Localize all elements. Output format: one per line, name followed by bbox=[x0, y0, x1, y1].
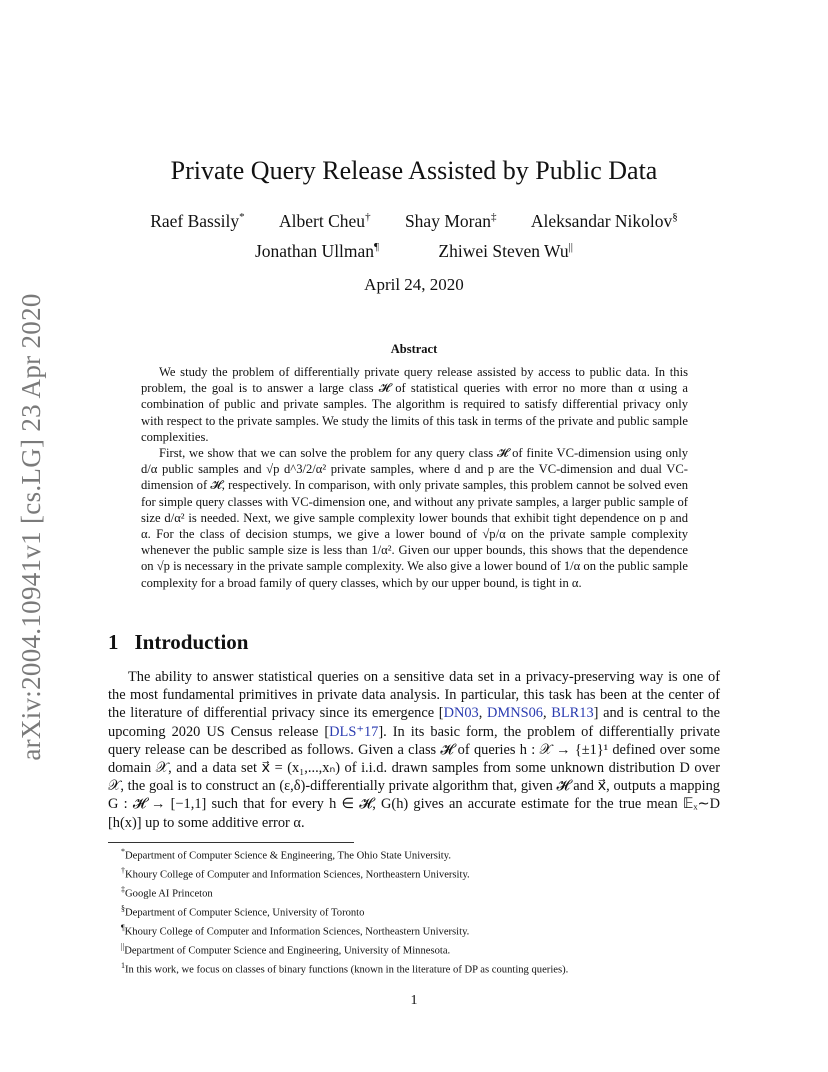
paper-title: Private Query Release Assisted by Public Data bbox=[170, 156, 658, 185]
abstract-body bbox=[141, 364, 688, 591]
author: Aleksandar Nikolov§ bbox=[530, 211, 678, 231]
paper-date: April 24, 2020 bbox=[364, 275, 464, 294]
footnote: †Khoury College of Computer and Information Sciences, Northeastern University. bbox=[121, 865, 470, 881]
page-number: 1 bbox=[410, 993, 418, 1008]
abstract-paragraph: First, we show that we can solve the problem for any query class 𝓗 of finite VC-dimension using only d/α public samples and √p d^3/2/α² private samples, where d and p are the VC-dimension and dual VC-dimension of 𝓗, respectively. In comparison, with only private samples, this problem cannot be solved even for simple query classes with VC-dimension one, and without any private samples, a larger public sample of size d/α² is needed. Next, we give sample complexity lower bounds that exhibit tight dependence on p and α. For the class of decision stumps, we give a lower bound of √p/α on the private sample complexity whenever the public sample size is less than 1/α². Given our upper bounds, this shows that the dependence on √p is necessary in the private sample complexity. We also give a lower bound of 1/α on the public sample complexity for a broad family of query classes, which by our upper bound, is tight in α. bbox=[141, 446, 688, 590]
intro-paragraph: The ability to answer statistical queries on a sensitive data set in a privacy-preserving way is one of the most fundamental primitives in private data analysis. In particular, this task has been at the center of the literature of differential privacy since its emergence [DN03, DMNS06, BLR13] and is central to the upcoming 2020 US Census release [DLS⁺17]. In its basic form, the problem of differentially private query release can be described as follows. Given a class 𝓗 of queries h : 𝒳 → {±1}¹ defined over some domain 𝒳, and a data set x⃗ = (x₁,...,xₙ) of i.i.d. drawn samples from some unknown distribution D over 𝒳, the goal is to construct an (ε,δ)-differentially private algorithm that, given 𝓗 and x⃗, outputs a mapping G : 𝓗 → [−1,1] such that for every h ∈ 𝓗, G(h) gives an accurate estimate for the true mean 𝔼ₓ∼D [h(x)] up to some additive error α. bbox=[108, 669, 721, 831]
citation-link[interactable]: DMNS06 bbox=[487, 705, 543, 722]
footnote-divider bbox=[108, 842, 354, 843]
author: Zhiwei Steven Wu|| bbox=[438, 241, 574, 261]
arxiv-identifier: arXiv:2004.10941v1 [cs.LG] 23 Apr 2020 bbox=[16, 293, 46, 761]
citation-link[interactable]: DLS⁺17 bbox=[329, 723, 379, 740]
author-row-2 bbox=[0, 241, 828, 262]
footnotes bbox=[121, 845, 721, 978]
author-row-1 bbox=[0, 211, 828, 232]
author: Shay Moran‡ bbox=[404, 211, 497, 231]
section-heading bbox=[108, 630, 248, 655]
footnote: ‡Google AI Princeton bbox=[121, 884, 213, 900]
footnote: ¶Khoury College of Computer and Information Sciences, Northeastern University. bbox=[121, 922, 470, 938]
abstract-heading: Abstract bbox=[390, 342, 438, 356]
footnote: ||Department of Computer Science and Engineering, University of Minnesota. bbox=[121, 941, 451, 957]
introduction-body bbox=[108, 668, 720, 832]
citation-link[interactable]: BLR13 bbox=[551, 705, 594, 722]
author: Albert Cheu† bbox=[279, 211, 371, 231]
footnote: §Department of Computer Science, University of Toronto bbox=[121, 903, 365, 919]
footnote: $^1$In this work, we focus on classes of binary functions (known in the literature of DP as counting queries). bbox=[121, 960, 569, 976]
footnote: *Department of Computer Science & Engineering, The Ohio State University. bbox=[121, 847, 451, 862]
section-number: 1 bbox=[108, 630, 119, 654]
author: Raef Bassily* bbox=[150, 211, 245, 231]
section-title: Introduction bbox=[134, 630, 249, 654]
author: Jonathan Ullman¶ bbox=[254, 241, 380, 261]
abstract-paragraph: We study the problem of differentially private query release assisted by access to public data. In this problem, the goal is to answer a large class 𝓗 of statistical queries with error no more than α using a combination of public and private samples. The algorithm is required to satisfy differential privacy only with respect to the private samples. We study the limits of this task in terms of the private and public sample complexities. bbox=[141, 365, 688, 444]
citation-link[interactable]: DN03 bbox=[443, 705, 479, 722]
